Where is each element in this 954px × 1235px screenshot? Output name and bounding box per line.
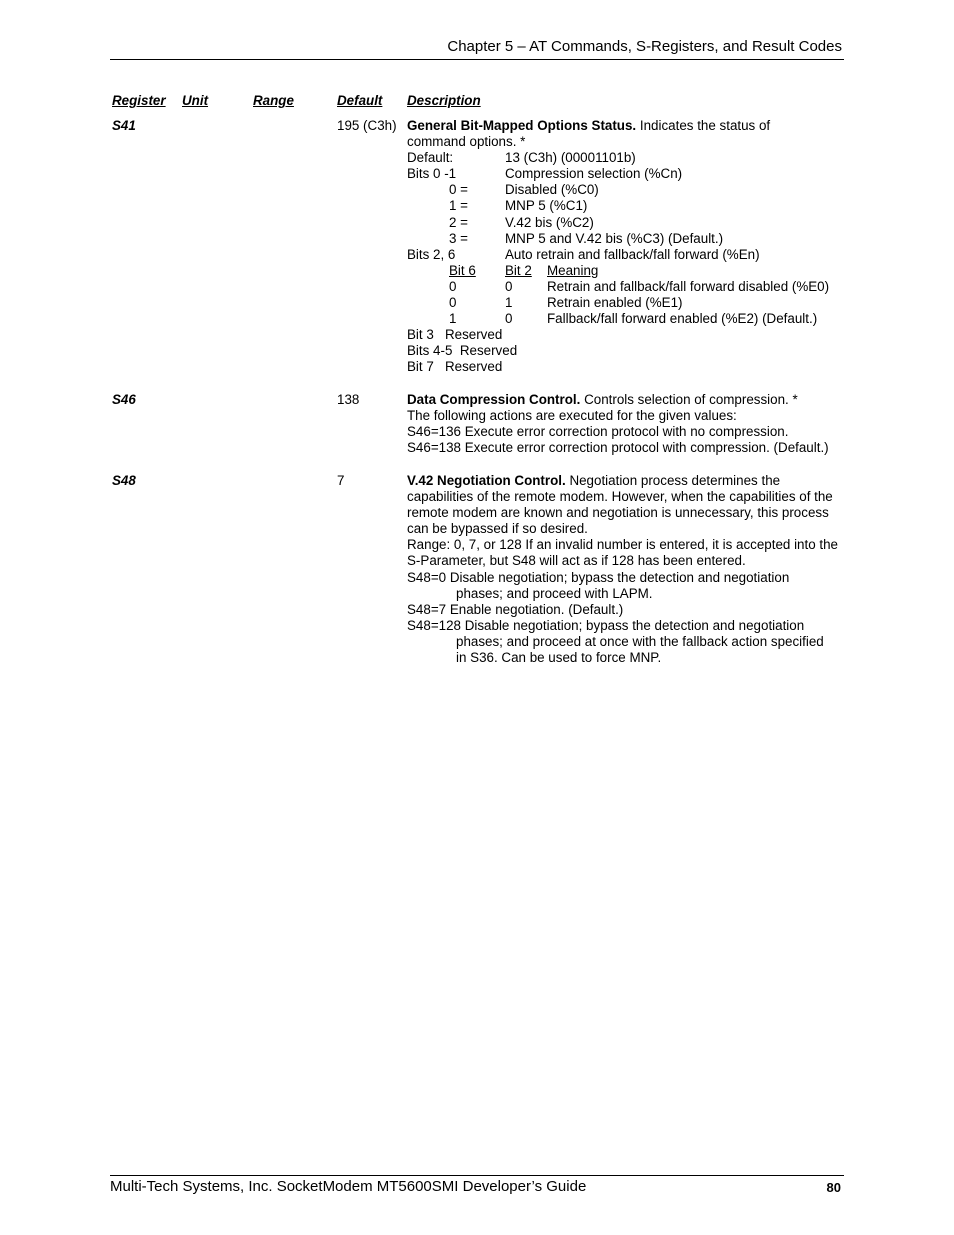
row-bit2: 0: [505, 311, 513, 327]
col-unit: Unit: [182, 93, 209, 108]
header-rule: [110, 59, 844, 60]
s48-item0-b: phases; and proceed with LAPM.: [456, 585, 653, 601]
row-bit6: 1: [449, 311, 457, 327]
s41-opt3-key: 3 =: [449, 230, 468, 246]
col-register: Register: [112, 93, 166, 108]
s41-default: 195 (C3h): [337, 118, 397, 133]
s41-opt1-val: MNP 5 (%C1): [505, 198, 588, 214]
s41-bits01-value: Compression selection (%Cn): [505, 166, 683, 182]
footer-text: Multi-Tech Systems, Inc. SocketModem MT5600SMI Developer’s Guide: [110, 1178, 587, 1195]
row-meaning: Retrain and fallback/fall forward disabled (%E0): [547, 278, 830, 294]
s41-description: [407, 118, 852, 376]
s46-default: 138: [337, 392, 360, 407]
s41-opt1-key: 1 =: [449, 198, 468, 214]
page-header: Chapter 5 – AT Commands, S-Registers, and Result Codes: [447, 38, 842, 55]
s41-bits26-value: Auto retrain and fallback/fall forward (%En): [505, 246, 760, 262]
s41-default-label: Default:: [407, 150, 454, 166]
row-meaning: Fallback/fall forward enabled (%E2) (Default.): [547, 311, 818, 327]
s48-item128-b: phases; and proceed at once with the fallback action specified: [456, 633, 824, 649]
s41-th-bit2: Bit 2: [505, 262, 532, 278]
s48-item0-a: S48=0 Disable negotiation; bypass the detection and negotiation: [407, 569, 790, 585]
row-bit2: 1: [505, 295, 513, 311]
footer-rule: [110, 1175, 844, 1176]
s48-item128-a: S48=128 Disable negotiation; bypass the detection and negotiation: [407, 617, 805, 633]
s41-bit3: Bit 3 Reserved: [407, 327, 503, 343]
s48-item128-c: in S36. Can be used to force MNP.: [456, 650, 662, 666]
s46-description: [407, 392, 852, 456]
s48-para1: Negotiation process determines the capabilities of the remote modem. However, when the capabilities of the remote modem are known and negotiation is unnecessary, this process can be bypassed if so desired.: [407, 473, 833, 537]
s41-opt2-val: V.42 bis (%C2): [505, 214, 594, 230]
s48-default: 7: [337, 473, 345, 488]
s46-line4: S46=138 Execute error correction protocol with compression. (Default.): [407, 440, 829, 456]
row-bit6: 0: [449, 278, 457, 294]
s41-bit7: Bit 7 Reserved: [407, 359, 503, 375]
s41-opt0-key: 0 =: [449, 182, 468, 198]
s46-line2: The following actions are executed for the given values:: [407, 408, 737, 424]
row-bit6: 0: [449, 295, 457, 311]
col-description: Description: [407, 93, 481, 108]
s46-title: Data Compression Control.: [407, 392, 581, 407]
s41-text1: Indicates the status of: [636, 118, 771, 133]
s46-line3: S46=136 Execute error correction protocol with no compression.: [407, 424, 789, 440]
register-s48: S48: [112, 473, 136, 488]
s41-title: General Bit-Mapped Options Status.: [407, 118, 637, 133]
s41-opt3-val: MNP 5 and V.42 bis (%C3) (Default.): [505, 230, 724, 246]
s41-text2: command options. *: [407, 134, 526, 150]
col-range: Range: [253, 93, 294, 108]
s41-opt2-key: 2 =: [449, 214, 468, 230]
table-row: [407, 279, 852, 295]
s48-para2: Range: 0, 7, or 128 If an invalid number is entered, it is accepted into the S-Parameter, but S48 will act as if 128 has been entered.: [407, 537, 838, 569]
s48-description: [407, 473, 839, 666]
register-s41: S41: [112, 118, 136, 133]
table-row: [407, 311, 852, 327]
s41-bits45: Bits 4-5 Reserved: [407, 343, 518, 359]
col-default: Default: [337, 93, 383, 108]
s48-item7: S48=7 Enable negotiation. (Default.): [407, 601, 624, 617]
s41-bits26-label: Bits 2, 6: [407, 246, 456, 262]
page-number: 80: [826, 1180, 841, 1195]
s41-default-value: 13 (C3h) (00001101b): [505, 150, 636, 166]
s41-bits01-label: Bits 0 -1: [407, 166, 457, 182]
s46-text1: Controls selection of compression. *: [580, 392, 798, 407]
s48-title: V.42 Negotiation Control.: [407, 473, 566, 488]
register-s46: S46: [112, 392, 136, 407]
s41-th-bit6: Bit 6: [449, 262, 476, 278]
table-row: [407, 295, 852, 311]
s41-opt0-val: Disabled (%C0): [505, 182, 599, 198]
s41-th-meaning: Meaning: [547, 262, 599, 278]
row-meaning: Retrain enabled (%E1): [547, 295, 683, 311]
row-bit2: 0: [505, 278, 513, 294]
